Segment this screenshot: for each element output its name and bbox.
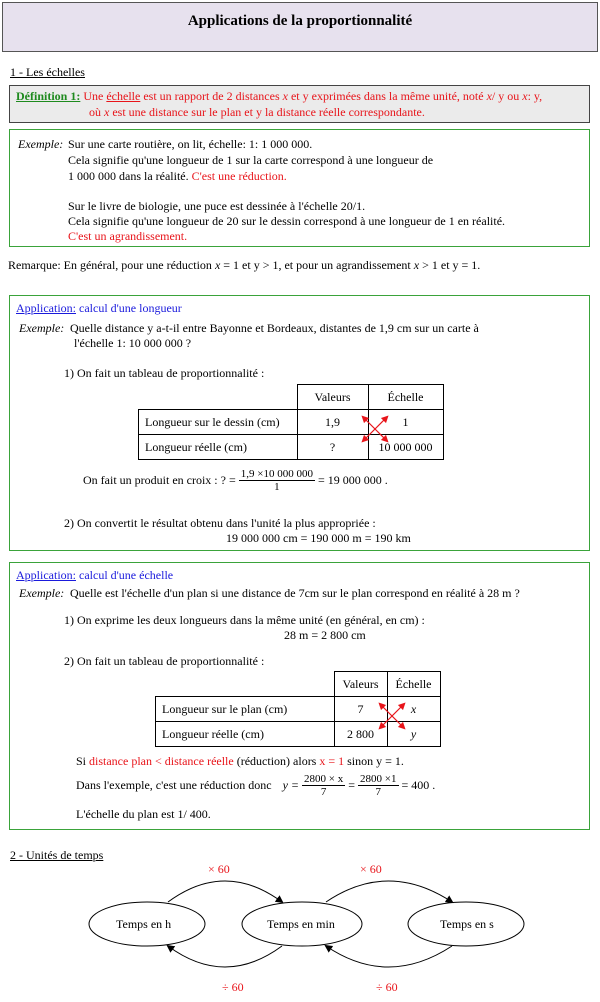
- remark-var: x: [214, 258, 221, 272]
- table-header: Échelle: [387, 672, 440, 697]
- application-subtitle: calcul d'une échelle: [76, 568, 174, 582]
- question-line: l'échelle 1: 10 000 000 ?: [74, 336, 192, 350]
- application-label: Application:: [16, 301, 76, 315]
- fraction: [302, 773, 345, 798]
- rule-text: (réduction) alors: [233, 754, 320, 768]
- example-line: Cela signifie qu'une longueur de 20 sur le dessin correspond à une longueur de 1 en réalité.: [68, 214, 506, 228]
- def-text: et y exprimées dans la même unité, noté: [287, 89, 487, 103]
- denominator: 1: [274, 481, 280, 493]
- unit-conversion: 28 m = 2 800 cm: [284, 628, 366, 642]
- remark-text: Remarque: En général, pour une réduction: [8, 258, 215, 272]
- step-2: 2) On fait un tableau de proportionnalité :: [64, 654, 265, 668]
- section-1-heading: 1 - Les échelles: [10, 65, 85, 79]
- arrow-h-to-min: [168, 881, 282, 902]
- node-minutes-label: Temps en min: [267, 917, 335, 931]
- table-cell: 1,9: [297, 410, 368, 435]
- arrow-s-to-min: [326, 946, 452, 967]
- eq-lhs: y =: [282, 778, 300, 792]
- example-box-1: [9, 129, 590, 247]
- table-row-label: Longueur sur le plan (cm): [156, 697, 335, 722]
- table-cell: 1: [368, 410, 443, 435]
- application-box-1: [9, 295, 590, 551]
- remark-var: x: [413, 258, 420, 272]
- def-text: où: [89, 105, 104, 119]
- denominator: 7: [320, 786, 327, 798]
- example-line: Cela signifie qu'une longueur de 1 sur la carte correspond à une longueur de: [68, 153, 434, 167]
- table-corner: [139, 385, 298, 410]
- definition-label: Définition 1:: [16, 89, 81, 103]
- example-line: Sur le livre de biologie, une puce est dessinée à l'échelle 20/1.: [68, 199, 366, 213]
- table-row: [139, 410, 444, 435]
- definition-box: [9, 85, 590, 123]
- eq-lhs: ? =: [220, 473, 236, 487]
- eq-rhs: = 400 .: [401, 778, 436, 792]
- numerator: 1,9 ×10 000 000: [240, 468, 313, 480]
- table-cell: y: [387, 722, 440, 747]
- numerator: 2800 × x: [304, 773, 344, 785]
- application-heading: [16, 301, 182, 316]
- rule-highlight: distance plan < distance réelle: [89, 754, 234, 768]
- fraction: [358, 773, 398, 798]
- question-line: Quelle est l'échelle d'un plan si une distance de 7cm sur le plan correspond en réalité à 28 m ?: [70, 586, 520, 600]
- example-text: 1 000 000 dans la réalité.: [68, 169, 192, 183]
- def-text: est un rapport de 2 distances: [140, 89, 283, 103]
- example-highlight: C'est une réduction.: [191, 169, 287, 183]
- application-label: Application:: [16, 568, 76, 582]
- def-text: est une distance sur le plan et y la distance réelle correspondante.: [109, 105, 425, 119]
- scale-equation: [76, 773, 435, 798]
- eq-rhs: = 19 000 000 .: [317, 473, 388, 487]
- def-var: x: [486, 89, 492, 103]
- denominator: 7: [375, 786, 382, 798]
- table-row: [139, 435, 444, 460]
- application-heading: [16, 568, 173, 583]
- def-var: x: [282, 89, 288, 103]
- multiply-label-right: × 60: [360, 862, 382, 876]
- def-text: : y,: [527, 89, 543, 103]
- cross-product-equation: [83, 468, 388, 493]
- question-line: Quelle distance y a-t-il entre Bayonne et Bordeaux, distantes de 1,9 cm sur un carte à: [70, 321, 479, 335]
- application-subtitle: calcul d'une longueur: [76, 301, 182, 315]
- definition-line-1: [16, 89, 542, 104]
- cross-arrows-icon: [360, 414, 390, 444]
- table-cell: x: [387, 697, 440, 722]
- remark-text: > 1 et y = 1.: [419, 258, 481, 272]
- node-seconds-label: Temps en s: [440, 917, 494, 931]
- table-header: Valeurs: [297, 385, 368, 410]
- fraction: [239, 468, 315, 493]
- step-1: 1) On fait un tableau de proportionnalité :: [64, 366, 265, 380]
- title-banner: [2, 2, 598, 52]
- page-title: Applications de la proportionnalité: [187, 13, 413, 29]
- conclusion: L'échelle du plan est 1/ 400.: [76, 807, 211, 821]
- def-var: x: [522, 89, 528, 103]
- rule-text: sinon y = 1.: [344, 754, 404, 768]
- eq-equals: =: [348, 778, 356, 792]
- example-label: Exemple:: [19, 586, 65, 600]
- rule-line: [76, 754, 404, 769]
- arrow-min-to-h: [168, 946, 282, 967]
- table-row-label: Longueur réelle (cm): [139, 435, 298, 460]
- divide-label-right: ÷ 60: [376, 980, 398, 994]
- divide-label-left: ÷ 60: [222, 980, 244, 994]
- rule-highlight: x = 1: [319, 754, 345, 768]
- cross-label: On fait un produit en croix :: [83, 473, 218, 487]
- example-highlight: C'est un agrandissement.: [68, 229, 188, 243]
- table-header: Valeurs: [334, 672, 387, 697]
- equation-intro: Dans l'exemple, c'est une réduction donc: [76, 778, 272, 792]
- numerator: 2800 ×1: [360, 773, 397, 785]
- proportion-table-1: [138, 384, 444, 460]
- example-label: Exemple:: [18, 137, 64, 151]
- table-cell: 7: [334, 697, 387, 722]
- step-2: 2) On convertit le résultat obtenu dans l'unité la plus appropriée :: [64, 516, 376, 530]
- section-2-heading: 2 - Unités de temps: [10, 848, 104, 862]
- rule-text: Si: [76, 754, 90, 768]
- example-line: [68, 169, 287, 184]
- table-cell: 10 000 000: [368, 435, 443, 460]
- example-label: Exemple:: [19, 321, 65, 335]
- application-box-2: [9, 562, 590, 830]
- remark-text: = 1 et y > 1, et pour un agrandissement: [220, 258, 414, 272]
- table-row-label: Longueur sur le dessin (cm): [139, 410, 298, 435]
- step-1: 1) On exprime les deux longueurs dans la même unité (en général, en cm) :: [64, 613, 425, 627]
- node-hours-label: Temps en h: [116, 917, 172, 931]
- def-term: échelle: [106, 89, 141, 103]
- table-cell: ?: [297, 435, 368, 460]
- definition-line-2: [89, 105, 425, 120]
- table-header: Échelle: [368, 385, 443, 410]
- def-text: Une: [83, 89, 107, 103]
- table-row-label: Longueur réelle (cm): [156, 722, 335, 747]
- cross-arrows-icon: [377, 701, 407, 731]
- arrow-min-to-s: [326, 881, 452, 902]
- example-line: Sur une carte routière, on lit, échelle: 1: 1 000 000.: [68, 137, 313, 151]
- def-text: / y ou: [491, 89, 523, 103]
- remark: [8, 258, 480, 273]
- table-corner: [156, 672, 335, 697]
- conversion-result: 19 000 000 cm = 190 000 m = 190 km: [226, 531, 411, 545]
- table-cell: 2 800: [334, 722, 387, 747]
- multiply-label-left: × 60: [208, 862, 230, 876]
- def-var: x: [104, 105, 110, 119]
